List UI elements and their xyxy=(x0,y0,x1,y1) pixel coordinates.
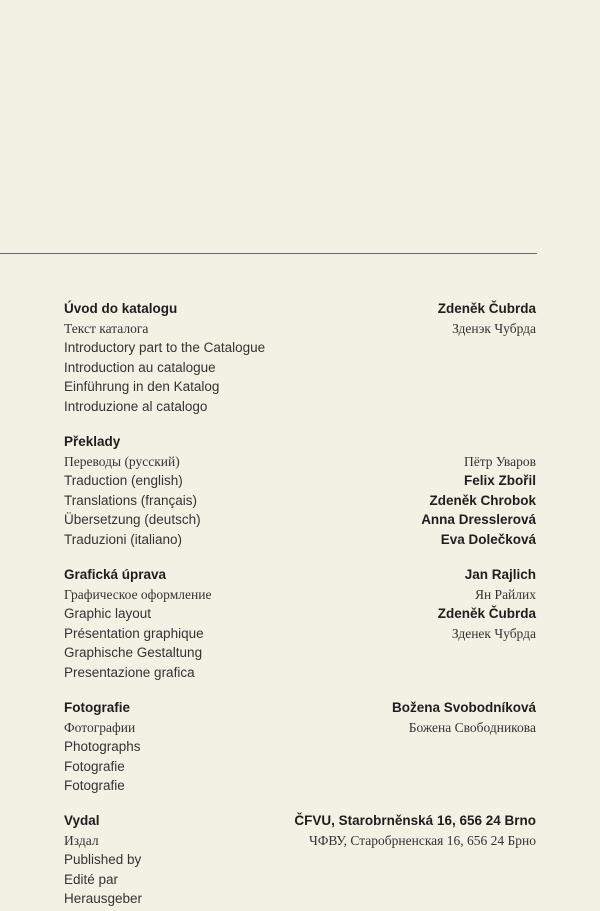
section-photography xyxy=(64,700,536,798)
section-heading: Překlady xyxy=(64,434,121,449)
credit-row xyxy=(64,626,536,646)
credit-row xyxy=(64,379,536,399)
credit-name: Felix Zbořil xyxy=(463,473,536,489)
credit-label: Published by xyxy=(64,852,142,868)
credit-label: Introductory part to the Catalogue xyxy=(64,340,266,356)
credit-row xyxy=(64,360,536,380)
credit-row xyxy=(64,852,536,872)
credit-row xyxy=(64,665,536,685)
credit-label: Graphische Gestaltung xyxy=(64,645,203,661)
credit-row xyxy=(64,872,536,892)
credit-label: Übersetzung (deutsch) xyxy=(64,512,201,528)
section-translations xyxy=(64,434,536,552)
credit-row xyxy=(64,567,536,587)
credit-name: Зденек Чубрда xyxy=(451,625,536,641)
credit-name: Божена Свободникова xyxy=(408,719,536,735)
credit-row xyxy=(64,645,536,665)
credit-row xyxy=(64,512,536,532)
credit-row xyxy=(64,434,536,454)
credit-row xyxy=(64,891,536,911)
credit-name: Eva Dolečková xyxy=(440,531,536,547)
horizontal-rule xyxy=(0,253,537,254)
credit-row xyxy=(64,493,536,513)
credit-row xyxy=(64,532,536,552)
credit-row xyxy=(64,813,536,833)
section-heading: Grafická úprava xyxy=(64,567,167,582)
credit-name: Zdeněk Čubrda xyxy=(437,301,536,316)
credit-name: Anna Dresslerová xyxy=(421,512,536,528)
credit-label: Текст каталога xyxy=(64,320,149,336)
credit-label: Presentazione grafica xyxy=(64,664,195,680)
credit-label: Graphic layout xyxy=(64,606,152,622)
credit-row xyxy=(64,778,536,798)
credit-label: Traduzioni (italiano) xyxy=(64,531,183,547)
credit-row xyxy=(64,833,536,853)
credit-row xyxy=(64,301,536,321)
credit-row xyxy=(64,759,536,779)
section-heading: Vydal xyxy=(64,813,100,828)
credit-label: Introduzione al catalogo xyxy=(64,398,208,414)
credit-label: Herausgeber xyxy=(64,891,143,907)
credit-row xyxy=(64,399,536,419)
credit-row xyxy=(64,720,536,740)
credit-label: Edité par xyxy=(64,871,119,887)
credit-name: ЧФВУ, Старобрненская 16, 656 24 Брно xyxy=(308,832,536,848)
credit-label: Translations (français) xyxy=(64,492,198,508)
credit-name: ČFVU, Starobrněnská 16, 656 24 Brno xyxy=(294,813,536,828)
credit-name: Zdeněk Chrobok xyxy=(429,492,536,508)
credit-label: Présentation graphique xyxy=(64,625,204,641)
credit-name: Božena Svobodníková xyxy=(391,700,536,715)
credit-label: Photographs xyxy=(64,739,141,755)
credit-row xyxy=(64,700,536,720)
credit-name: Зденэк Чубрда xyxy=(452,320,536,336)
credit-label: Графическое оформление xyxy=(64,586,212,602)
credit-row xyxy=(64,321,536,341)
credit-label: Einführung in den Katalog xyxy=(64,379,220,395)
section-heading: Úvod do katalogu xyxy=(64,301,178,316)
credit-name: Пётр Уваров xyxy=(463,453,536,469)
credit-row xyxy=(64,340,536,360)
credit-label: Introduction au catalogue xyxy=(64,359,216,375)
section-introduction xyxy=(64,301,536,419)
credit-label: Fotografie xyxy=(64,758,125,774)
section-graphic-layout xyxy=(64,567,536,685)
credit-label: Fotografie xyxy=(64,778,125,794)
credit-name: Jan Rajlich xyxy=(464,567,536,582)
credit-row xyxy=(64,473,536,493)
credit-label: Издал xyxy=(64,832,99,848)
credit-name: Ян Райлих xyxy=(474,586,536,602)
section-heading: Fotografie xyxy=(64,700,130,715)
credit-name: Zdeněk Čubrda xyxy=(437,606,536,622)
credit-label: Traduction (english) xyxy=(64,473,183,489)
credit-row xyxy=(64,454,536,474)
credit-row xyxy=(64,587,536,607)
credit-label: Фотографии xyxy=(64,719,136,735)
credit-label: Переводы (русский) xyxy=(64,453,180,469)
credit-row xyxy=(64,739,536,759)
section-publisher xyxy=(64,813,536,911)
credit-row xyxy=(64,606,536,626)
